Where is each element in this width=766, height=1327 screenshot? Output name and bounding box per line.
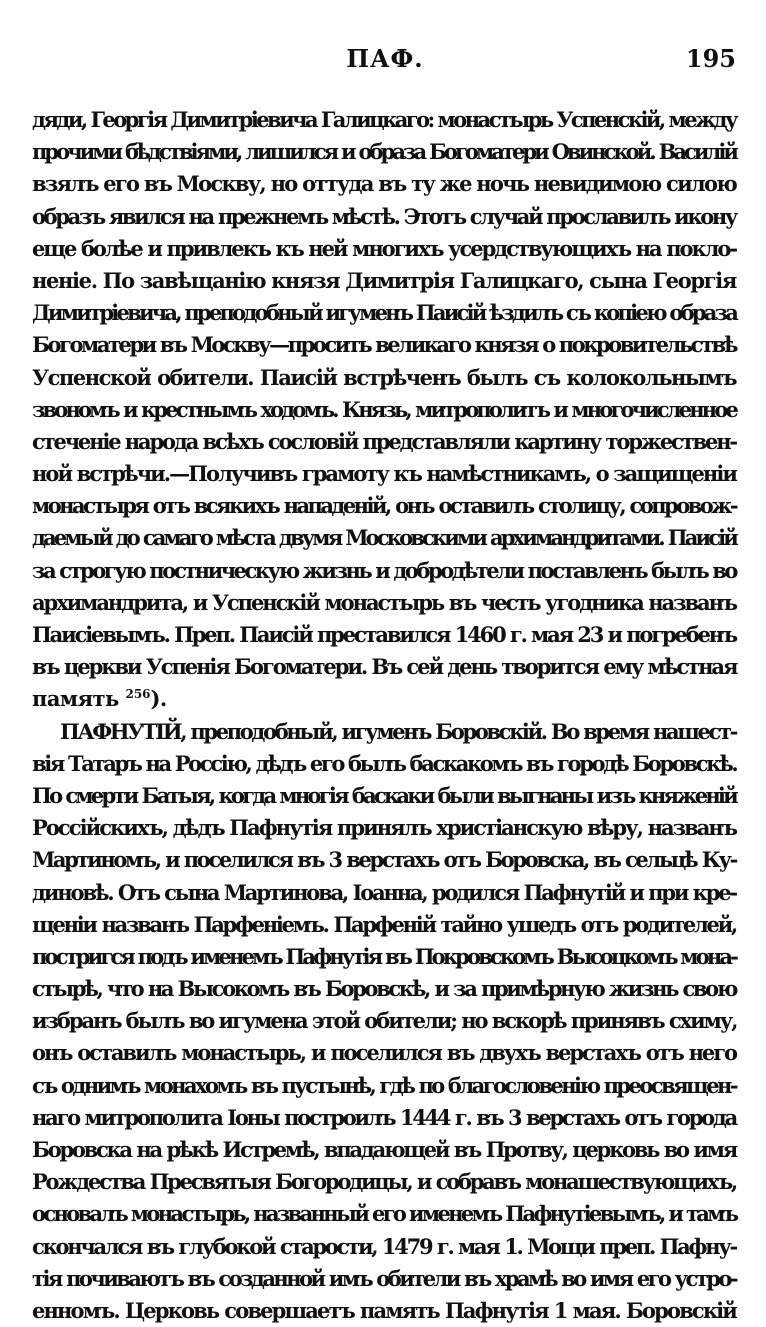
text-line: неніе. По завѣщанію князя Димитрія Галицкаго, сына Георгія (32, 267, 736, 293)
text-line: основалъ монастырь, названный его именемъ Пафнутіевымъ, и тамъ (32, 1201, 737, 1227)
text-line: стырѣ, что на Высокомъ въ Боровскѣ, и за примѣрную жизнь свою (32, 976, 736, 1002)
text-line: онъ оставилъ монастырь, и поселился въ двухъ верстахъ отъ него (32, 1040, 736, 1066)
text-line: По смерти Батыя, когда многія баскаки были выгнаны изъ княженій (32, 782, 736, 808)
text-line: енномъ. Церковь совершаетъ память Пафнутія 1 мая. Боровскій (32, 1297, 736, 1323)
text-line: прочими бѣдствіями, лишился и образа Богоматери Овинской. Василій (32, 139, 736, 165)
text-line: архимандрита, и Успенскій монастырь въ честь угодника названъ (32, 589, 736, 615)
text-line: ной встрѣчи.—Получивъ грамоту къ намѣстникамъ, о защищеніи (32, 461, 736, 487)
body-text (32, 104, 736, 1327)
text-line: вія Татаръ на Россію, дѣдъ его былъ баскакомъ въ городѣ Боровскѣ. (32, 750, 737, 776)
text-line: Мартиномъ, и поселился въ 3 верстахъ отъ Боровска, въ сельцѣ Ку- (32, 847, 736, 873)
text-line: Рождества Пресвятыя Богородицы, и собравъ монашествующихъ, (32, 1169, 736, 1195)
text-line: монастыря отъ всякихъ нападеній, онъ оставилъ столицу, сопровож- (32, 493, 736, 519)
text-line: звономъ и крестнымъ ходомъ. Князь, митрополитъ и многочисленное (32, 396, 736, 422)
text-line: Димитріевича, преподобный игуменъ Паисій ѣздилъ съ копіею образа (32, 300, 737, 326)
text-line: ПАФНУТІЙ, преподобный, игуменъ Боровскій. Во время нашест- (60, 718, 736, 744)
running-head: ПАФ. (346, 44, 424, 73)
footnote-reference[interactable]: 256 (125, 687, 151, 702)
text-line: щеніи названъ Парфеніемъ. Парфеній тайно ушедъ отъ родителей, (32, 911, 736, 937)
text-line: постригся подъ именемъ Пафнутія въ Покровскомъ Высоцкомъ мона- (32, 943, 736, 969)
page-header (34, 44, 736, 84)
text-line: съ однимъ монахомъ въ пустынѣ, гдѣ по благословенію преосвящен- (32, 1072, 736, 1098)
text-fragment: ). (150, 686, 167, 712)
text-line: въ церкви Успенія Богоматери. Въ сей день творится ему мѣстная (32, 654, 737, 680)
text-line: избранъ былъ во игумена этой обители; но вскорѣ принявъ схиму, (32, 1008, 737, 1034)
text-line: тія почиваютъ въ созданной имъ обители въ храмѣ во имя его устро- (32, 1265, 736, 1291)
text-line: Богоматери въ Москву—просить великаго князя о покровительствѣ (32, 332, 736, 358)
paragraph-1 (32, 104, 736, 716)
text-line: скончался въ глубокой старости, 1479 г. мая 1. Мощи преп. Пафну- (32, 1233, 736, 1259)
text-line: образъ явился на прежнемъ мѣстѣ. Этотъ случай прославилъ икону (32, 203, 736, 229)
text-line: дяди, Георгія Димитріевича Галицкаго: монастырь Успенскій, между (32, 107, 736, 132)
text-line: даемый до самаго мѣста двумя Московскими архимандритами. Паисій (32, 525, 736, 551)
text-line: наго митрополита Іоны построилъ 1444 г. въ 3 верстахъ отъ города (32, 1104, 736, 1130)
text-line: диновѣ. Отъ сына Мартинова, Іоанна, родился Пафнутій и при кре- (32, 879, 736, 905)
text-line (32, 683, 736, 715)
text-fragment: память (32, 686, 126, 712)
paragraph-2 (32, 716, 736, 1327)
text-line: взялъ его въ Москву, но оттуда въ ту же ночь невидимою силою (32, 171, 736, 197)
text-line: еще болѣе и привлекъ къ ней многихъ усердствующихъ на покло- (32, 235, 736, 261)
text-line: Успенской обители. Паисій встрѣченъ былъ съ колокольнымъ (32, 364, 736, 390)
text-line: стеченіе народа всѣхъ сословій представляли картину торжествен- (32, 428, 736, 454)
page-number: 195 (685, 44, 736, 73)
text-line: Россійскихъ, дѣдъ Пафнутія принялъ христіанскую вѣру, названъ (32, 815, 736, 841)
text-line: Боровска на рѣкѣ Истремѣ, впадающей въ Протву, церковь во имя (32, 1137, 736, 1162)
text-line: за строгую постническую жизнь и добродѣтели поставленъ былъ во (32, 557, 736, 583)
text-line: Паисіевымъ. Преп. Паисій преставился 1460 г. мая 23 и погребенъ (32, 622, 736, 647)
